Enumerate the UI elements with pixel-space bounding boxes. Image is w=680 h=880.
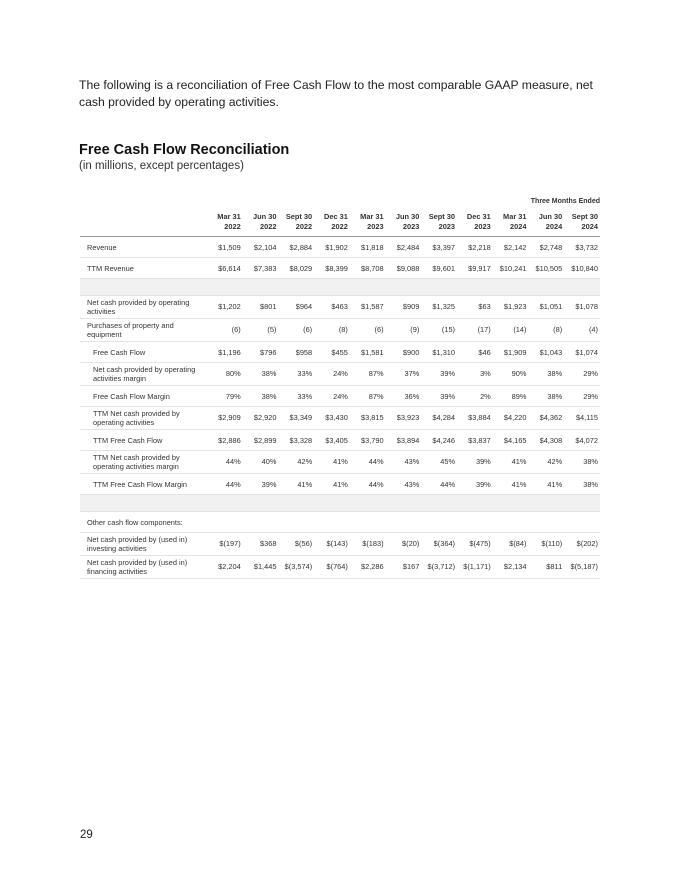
table-cell: $(3,574) xyxy=(278,556,314,579)
table-cell xyxy=(278,512,314,533)
table-cell: $1,909 xyxy=(493,342,529,363)
table-cell: 90% xyxy=(493,363,529,386)
table-cell: $3,815 xyxy=(350,407,386,430)
table-cell: (6) xyxy=(350,319,386,342)
table-cell: $4,115 xyxy=(564,407,600,430)
table-cell: 29% xyxy=(564,386,600,407)
table-cell: $2,134 xyxy=(493,556,529,579)
table-cell: $(364) xyxy=(421,533,457,556)
table-cell: $(56) xyxy=(278,533,314,556)
table-cell: $(1,171) xyxy=(457,556,493,579)
table-cell: 29% xyxy=(564,363,600,386)
table-cell: 24% xyxy=(314,386,350,407)
column-header: Jun 30 2023 xyxy=(386,208,422,237)
table-cell: 44% xyxy=(207,451,243,474)
table-cell: $1,202 xyxy=(207,296,243,319)
table-cell: (8) xyxy=(314,319,350,342)
table-cell: (6) xyxy=(278,319,314,342)
table-row xyxy=(80,363,600,386)
table-cell: 38% xyxy=(243,363,279,386)
table-cell: $4,246 xyxy=(421,430,457,451)
column-header: Mar 31 2024 xyxy=(493,208,529,237)
table-cell xyxy=(243,512,279,533)
table-cell: $3,349 xyxy=(278,407,314,430)
table-cell: 39% xyxy=(243,474,279,495)
intro-paragraph: The following is a reconciliation of Free Cash Flow to the most comparable GAAP measure, net cash provided by operating activities. xyxy=(79,78,593,109)
table-cell: 38% xyxy=(528,363,564,386)
table-cell: 24% xyxy=(314,363,350,386)
table-cell: 41% xyxy=(278,474,314,495)
table-row xyxy=(80,474,600,495)
table-cell: $4,072 xyxy=(564,430,600,451)
table-cell: $2,884 xyxy=(278,237,314,258)
table-cell: $1,581 xyxy=(350,342,386,363)
table-cell: 2% xyxy=(457,386,493,407)
table-cell: 39% xyxy=(457,451,493,474)
table-cell: 45% xyxy=(421,451,457,474)
table-row xyxy=(80,342,600,363)
table-cell: $(84) xyxy=(493,533,529,556)
table-row xyxy=(80,296,600,319)
table-cell: 39% xyxy=(421,386,457,407)
table-cell: $9,917 xyxy=(457,258,493,279)
table-cell: (6) xyxy=(207,319,243,342)
column-header: Sept 30 2024 xyxy=(564,208,600,237)
spacer-row xyxy=(80,279,600,296)
table-cell: $3,430 xyxy=(314,407,350,430)
table-cell: $1,818 xyxy=(350,237,386,258)
row-label: Free Cash Flow xyxy=(80,342,207,363)
table-cell: $3,732 xyxy=(564,237,600,258)
table-cell: $3,837 xyxy=(457,430,493,451)
table-cell: $2,104 xyxy=(243,237,279,258)
table-cell: $(475) xyxy=(457,533,493,556)
table-cell: 44% xyxy=(421,474,457,495)
table-cell: $455 xyxy=(314,342,350,363)
table-cell xyxy=(386,512,422,533)
table-row xyxy=(80,451,600,474)
table-cell: 41% xyxy=(528,474,564,495)
row-label: Net cash provided by (used in) investing activities xyxy=(80,533,207,556)
table-cell: $63 xyxy=(457,296,493,319)
column-header: Sept 30 2023 xyxy=(421,208,457,237)
table-cell: $2,218 xyxy=(457,237,493,258)
table-cell xyxy=(457,512,493,533)
table-cell: 44% xyxy=(207,474,243,495)
table-row xyxy=(80,319,600,342)
table-cell: 38% xyxy=(528,386,564,407)
table-cell: $1,196 xyxy=(207,342,243,363)
table-cell xyxy=(564,512,600,533)
table-cell: $10,241 xyxy=(493,258,529,279)
table-cell: $4,308 xyxy=(528,430,564,451)
table-cell: 3% xyxy=(457,363,493,386)
table-cell: (8) xyxy=(528,319,564,342)
table-cell: $2,886 xyxy=(207,430,243,451)
table-cell: $796 xyxy=(243,342,279,363)
table-cell: $3,328 xyxy=(278,430,314,451)
table-cell: $2,204 xyxy=(207,556,243,579)
row-label: Purchases of property and equipment xyxy=(80,319,207,342)
table-cell: $1,310 xyxy=(421,342,457,363)
table-cell: $1,923 xyxy=(493,296,529,319)
table-row xyxy=(80,258,600,279)
table-cell: 41% xyxy=(493,451,529,474)
table-cell: $4,220 xyxy=(493,407,529,430)
column-header: Mar 31 2023 xyxy=(350,208,386,237)
table-cell: (5) xyxy=(243,319,279,342)
table-cell: (9) xyxy=(386,319,422,342)
table-cell: $2,484 xyxy=(386,237,422,258)
table-cell: 41% xyxy=(314,451,350,474)
table-cell: $3,923 xyxy=(386,407,422,430)
table-cell: (14) xyxy=(493,319,529,342)
column-header: Mar 31 2022 xyxy=(207,208,243,237)
table-cell: 38% xyxy=(564,451,600,474)
free-cash-flow-table xyxy=(80,194,600,579)
table-cell: 37% xyxy=(386,363,422,386)
table-cell xyxy=(350,512,386,533)
table-cell: $801 xyxy=(243,296,279,319)
table-cell: $(764) xyxy=(314,556,350,579)
table-cell: $3,405 xyxy=(314,430,350,451)
table-cell: $3,884 xyxy=(457,407,493,430)
table-cell: $(202) xyxy=(564,533,600,556)
column-header: Sept 30 2022 xyxy=(278,208,314,237)
row-label: TTM Free Cash Flow xyxy=(80,430,207,451)
table-cell: 89% xyxy=(493,386,529,407)
row-label: Net cash provided by (used in) financing activities xyxy=(80,556,207,579)
table-cell: (15) xyxy=(421,319,457,342)
column-header: Jun 30 2024 xyxy=(528,208,564,237)
table-cell: $8,029 xyxy=(278,258,314,279)
row-label: Free Cash Flow Margin xyxy=(80,386,207,407)
table-cell: 33% xyxy=(278,386,314,407)
table-row xyxy=(80,556,600,579)
table-row xyxy=(80,430,600,451)
table-cell: $9,088 xyxy=(386,258,422,279)
table-cell: $8,399 xyxy=(314,258,350,279)
table-cell xyxy=(528,512,564,533)
table-cell: $4,165 xyxy=(493,430,529,451)
table-cell: $6,614 xyxy=(207,258,243,279)
column-header-row xyxy=(80,208,600,237)
table-cell: $10,505 xyxy=(528,258,564,279)
table-cell: 42% xyxy=(278,451,314,474)
table-cell: 38% xyxy=(564,474,600,495)
table-cell: 38% xyxy=(243,386,279,407)
row-label: Net cash provided by operating activities xyxy=(80,296,207,319)
table-cell: $1,078 xyxy=(564,296,600,319)
column-header: Jun 30 2022 xyxy=(243,208,279,237)
table-cell: $909 xyxy=(386,296,422,319)
table-cell: 41% xyxy=(314,474,350,495)
table-cell: $46 xyxy=(457,342,493,363)
table-cell: $4,362 xyxy=(528,407,564,430)
table-cell: $3,790 xyxy=(350,430,386,451)
table-cell: 39% xyxy=(421,363,457,386)
table-cell: 43% xyxy=(386,474,422,495)
row-label: Other cash flow components: xyxy=(80,512,207,533)
table-cell: $8,708 xyxy=(350,258,386,279)
table-cell: 44% xyxy=(350,474,386,495)
period-header: Three Months Ended xyxy=(530,197,600,205)
table-cell: 87% xyxy=(350,386,386,407)
row-label: TTM Revenue xyxy=(80,258,207,279)
table-cell: $3,894 xyxy=(386,430,422,451)
table-cell: $(197) xyxy=(207,533,243,556)
table-cell: $964 xyxy=(278,296,314,319)
table-cell: $811 xyxy=(528,556,564,579)
table-cell: $4,284 xyxy=(421,407,457,430)
table-cell: 42% xyxy=(528,451,564,474)
table-cell: 39% xyxy=(457,474,493,495)
table-cell: (17) xyxy=(457,319,493,342)
table-cell: $(3,712) xyxy=(421,556,457,579)
table-row xyxy=(80,386,600,407)
table-cell: 80% xyxy=(207,363,243,386)
table-cell xyxy=(493,512,529,533)
table-cell: $1,325 xyxy=(421,296,457,319)
table-cell: 43% xyxy=(386,451,422,474)
table-cell: 33% xyxy=(278,363,314,386)
table-cell: $9,601 xyxy=(421,258,457,279)
table-row xyxy=(80,407,600,430)
section-subtitle: (in millions, except percentages) xyxy=(79,160,244,172)
table-cell: $958 xyxy=(278,342,314,363)
section-title: Free Cash Flow Reconciliation xyxy=(79,142,290,158)
table-cell: $1,587 xyxy=(350,296,386,319)
table-cell: $2,920 xyxy=(243,407,279,430)
column-header: Dec 31 2023 xyxy=(457,208,493,237)
table-cell xyxy=(207,512,243,533)
table-cell: $1,902 xyxy=(314,237,350,258)
table-cell: $2,748 xyxy=(528,237,564,258)
table-cell: $(5,187) xyxy=(564,556,600,579)
table-cell: $(110) xyxy=(528,533,564,556)
table-cell: $(183) xyxy=(350,533,386,556)
table-cell: $2,899 xyxy=(243,430,279,451)
table-cell: $10,840 xyxy=(564,258,600,279)
table-cell: 40% xyxy=(243,451,279,474)
table-cell: $1,043 xyxy=(528,342,564,363)
row-label: TTM Net cash provided by operating activities margin xyxy=(80,451,207,474)
row-label: Revenue xyxy=(80,237,207,258)
table-cell xyxy=(314,512,350,533)
period-header-row xyxy=(80,194,600,208)
row-label: TTM Free Cash Flow Margin xyxy=(80,474,207,495)
table-cell: 41% xyxy=(493,474,529,495)
table-cell: $1,445 xyxy=(243,556,279,579)
table-cell: (4) xyxy=(564,319,600,342)
table-cell: 44% xyxy=(350,451,386,474)
table-cell: $2,286 xyxy=(350,556,386,579)
table-row xyxy=(80,512,600,533)
table-cell: 87% xyxy=(350,363,386,386)
table-row xyxy=(80,237,600,258)
table-cell: $7,383 xyxy=(243,258,279,279)
spacer-row xyxy=(80,495,600,512)
table-cell: $1,509 xyxy=(207,237,243,258)
page-number: 29 xyxy=(80,829,93,841)
row-label: TTM Net cash provided by operating activities xyxy=(80,407,207,430)
table-cell: $3,397 xyxy=(421,237,457,258)
table-cell: $2,909 xyxy=(207,407,243,430)
table-cell: $1,051 xyxy=(528,296,564,319)
table-cell: $463 xyxy=(314,296,350,319)
table-cell: $368 xyxy=(243,533,279,556)
table-cell: $167 xyxy=(386,556,422,579)
table-row xyxy=(80,533,600,556)
column-header: Dec 31 2022 xyxy=(314,208,350,237)
table-cell: 36% xyxy=(386,386,422,407)
table-cell: $(143) xyxy=(314,533,350,556)
table-cell: 79% xyxy=(207,386,243,407)
table-cell: $900 xyxy=(386,342,422,363)
table-cell: $1,074 xyxy=(564,342,600,363)
table-cell: $2,142 xyxy=(493,237,529,258)
table-cell xyxy=(421,512,457,533)
table-cell: $(20) xyxy=(386,533,422,556)
row-label: Net cash provided by operating activities margin xyxy=(80,363,207,386)
